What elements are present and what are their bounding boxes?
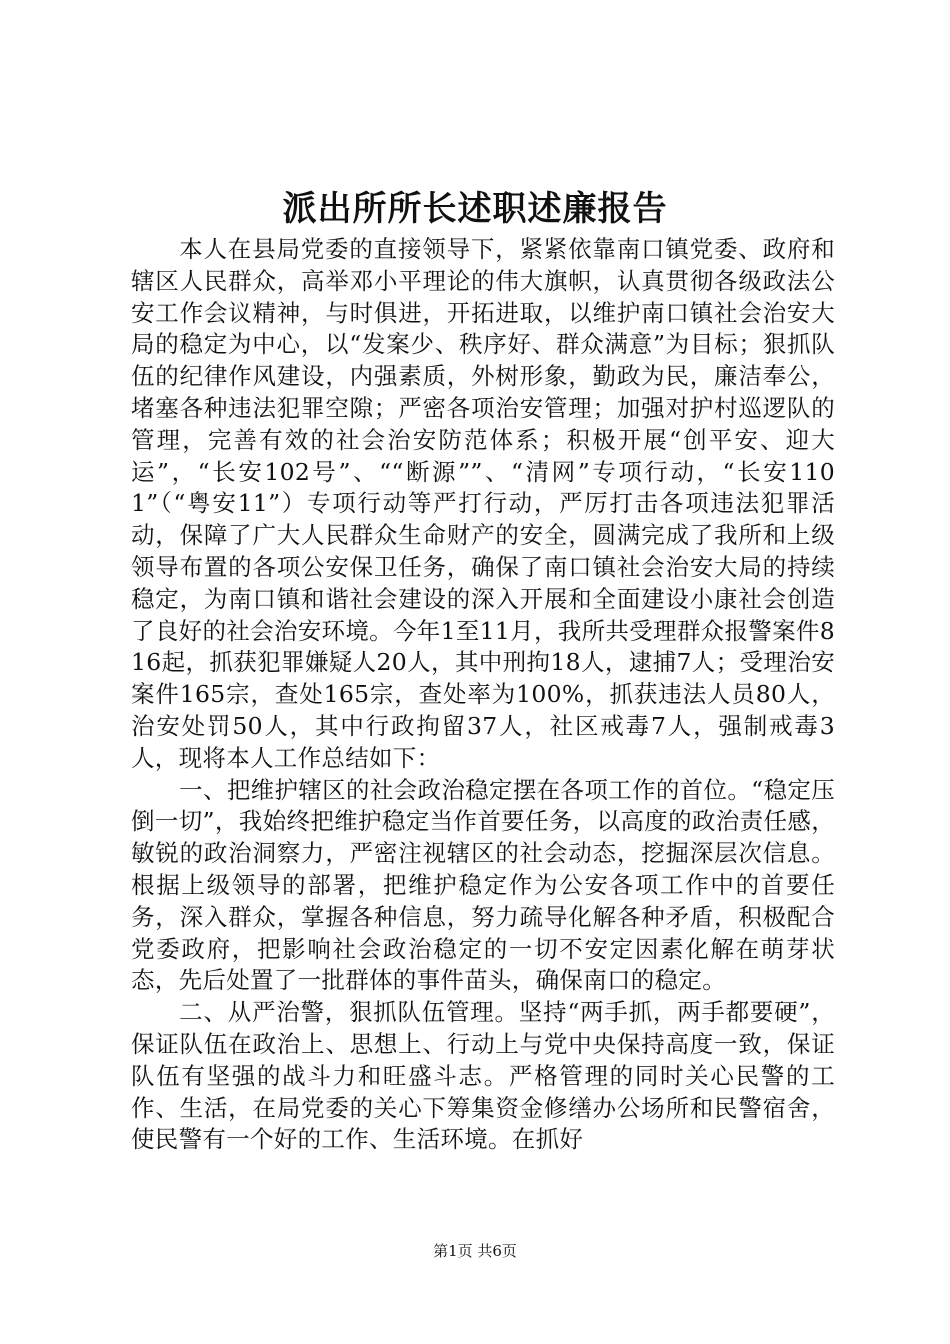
paragraph-intro: 本人在县局党委的直接领导下，紧紧依靠南口镇党委、政府和辖区人民群众，高举邓小平理论的伟大旗帜，认真贯彻各级政法公安工作会议精神，与时俱进，开拓进取，以维护南口镇社会治安大局的稳定为中心，以“发案少、秩序好、群众满意”为目标；狠抓队伍的纪律作风建设，内强素质，外树形象，勤政为民，廉洁奉公，堵塞各种违法犯罪空隙；严密各项治安管理；加强对护村巡逻队的管理，完善有效的社会治安防范体系；积极开展“创平安、迎大运”，“长安102号”、““断源””、“清网”专项行动，“长安1101”（“粤安11”）专项行动等严打行动，严厉打击各项违法犯罪活动，保障了广大人民群众生命财产的安全，圆满完成了我所和上级领导布置的各项公安保卫任务，确保了南口镇社会治安大局的持续稳定，为南口镇和谐社会建设的深入开展和全面建设小康社会创造了良好的社会治安环境。今年1至11月，我所共受理群众报警案件816起，抓获犯罪嫌疑人20人，其中刑拘18人，逮捕7人；受理治安案件165宗，查处165宗，查处率为100%，抓获违法人员80人，治安处罚50人，其中行政拘留37人，社区戒毒7人，强制戒毒3人，现将本人工作总结如下： — [131, 235, 835, 772]
paragraph-section-1: 一、把维护辖区的社会政治稳定摆在各项工作的首位。“稳定压倒一切”，我始终把维护稳定当作首要任务，以高度的政治责任感，敏锐的政治洞察力，严密注视辖区的社会动态，挖掘深层次信息。根据上级领导的部署，把维护稳定作为公安各项工作中的首要任务，深入群众，掌握各种信息，努力疏导化解各种矛盾，积极配合党委政府，把影响社会政治稳定的一切不安定因素化解在萌芽状态，先后处置了一批群体的事件苗头，确保南口的稳定。 — [131, 775, 835, 995]
paragraph-section-2: 二、从严治警，狠抓队伍管理。坚持“两手抓，两手都要硬”，保证队伍在政治上、思想上、行动上与党中央保持高度一致，保证队伍有坚强的战斗力和旺盛斗志。严格管理的同时关心民警的工作、生活，在局党委的关心下筹集资金修缮办公场所和民警宿舍，使民警有一个好的工作、生活环境。在抓好 — [131, 998, 835, 1154]
document-title: 派出所所长述职述廉报告 — [282, 189, 668, 229]
page-number-footer: 第1页 共6页 — [433, 1242, 517, 1260]
document-body — [131, 234, 835, 1156]
